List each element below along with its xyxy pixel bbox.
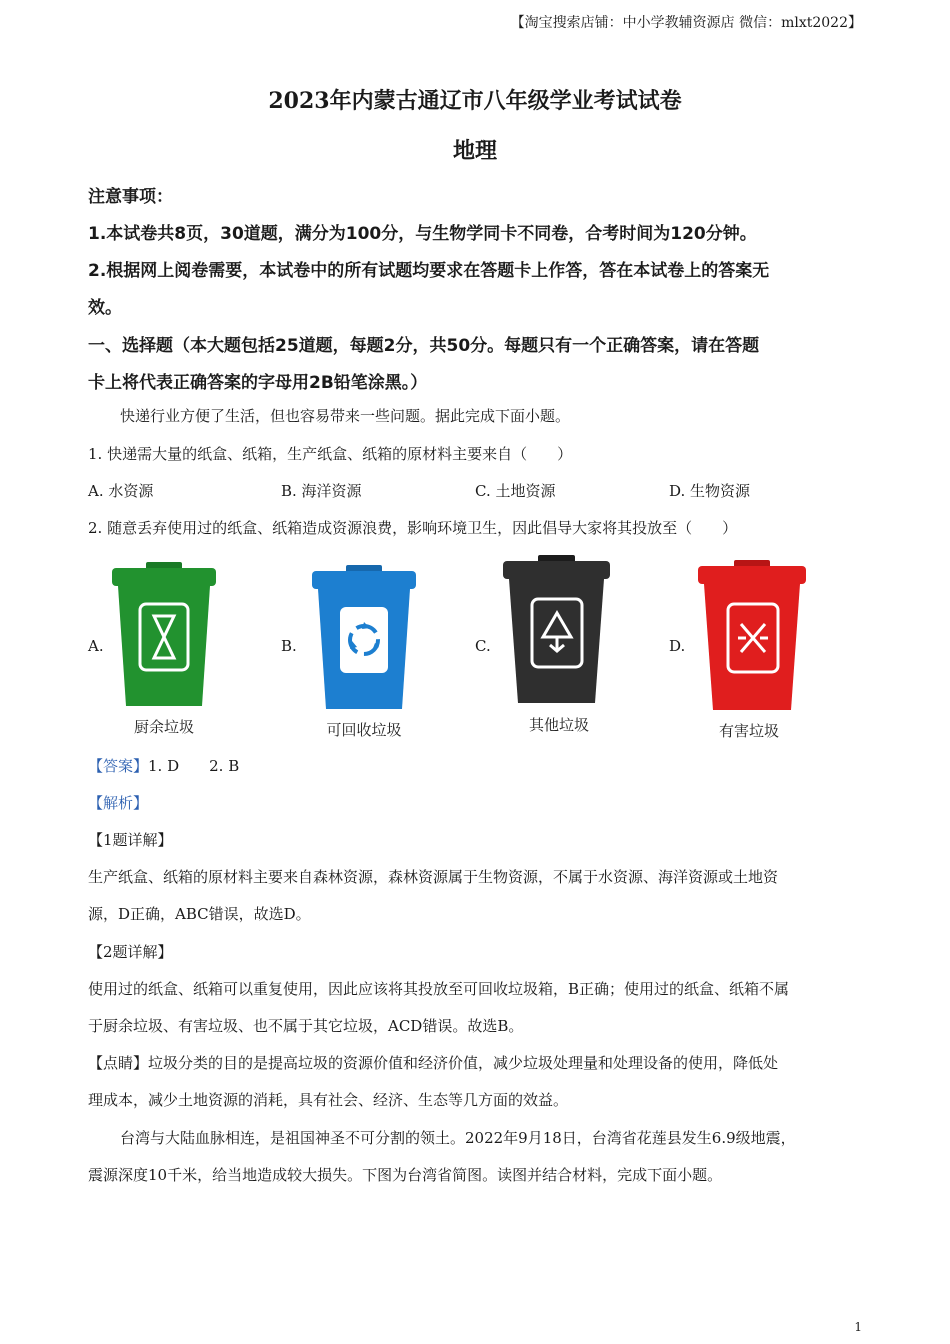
q2-option-d: D. [669,637,686,655]
detail-2-text: 使用过的纸盒、纸箱可以重复使用，因此应该将其投放至可回收垃圾箱，B正确；使用过的纸盒、纸箱不属 [88,980,790,998]
question-1: 1. 快递需大量的纸盒、纸箱，生产纸盒、纸箱的原材料主要来自（ ） [88,445,573,463]
bin-other-waste-image [499,553,614,707]
q1-option-c: C. 土地资源 [475,482,556,500]
q2-option-c: C. [475,637,491,655]
detail-2-tag: 【2题详解】 [88,943,173,961]
tip-text: 垃圾分类的目的是提高垃圾的资源价值和经济价值，减少垃圾处理量和处理设备的使用，降低处 [148,1054,779,1072]
detail-2-text-cont: 于厨余垃圾、有害垃圾、也不属于其它垃圾，ACD错误。故选B。 [88,1017,524,1035]
tip-tag: 【点睛】 [88,1054,149,1072]
notice-item-1: 1.本试卷共8页，30道题，满分为100分，与生物学同卡不同卷，合考时间为120分钟。 [88,224,757,244]
subject-title: 地理 [452,138,497,164]
bin-hazardous-waste [694,558,810,718]
tip-line [88,1052,778,1073]
analysis-tag: 【解析】 [88,794,149,812]
q2-option-b: B. [281,637,297,655]
bin-label-hazardous: 有害垃圾 [718,722,779,740]
bin-recyclable-image [308,563,420,713]
bin-label-kitchen: 厨余垃圾 [133,718,194,736]
answer-text: 1. D 2. B [148,757,240,775]
q1-option-a: A. 水资源 [88,482,154,500]
q2-option-a: A. [88,637,104,655]
bin-kitchen-waste [108,560,220,714]
detail-1-tag: 【1题详解】 [88,831,173,849]
bin-kitchen-waste-image [108,560,220,710]
exam-title: 2023年内蒙古通辽市八年级学业考试试卷 [268,88,682,114]
q1-option-b: B. 海洋资源 [281,482,362,500]
bin-other-waste [499,553,614,711]
material-intro-2-cont: 震源深度10千米，给当地造成较大损失。下图为台湾省简图。读图并结合材料，完成下面小题。 [88,1166,723,1184]
bin-hazardous-waste-image [694,558,810,714]
section-heading-cont: 卡上将代表正确答案的字母用2B铅笔涂黑。） [88,373,428,393]
detail-1-text-cont: 源，D正确，ABC错误，故选D。 [88,905,311,923]
header-note: 【淘宝搜索店铺：中小学教辅资源店 微信：mlxt2022】 [510,15,862,31]
page-number: 1 [854,1320,862,1334]
notice-item-2: 2.根据网上阅卷需要，本试卷中的所有试题均要求在答题卡上作答，答在本试卷上的答案无 [88,261,770,281]
answer-tag: 【答案】 [88,757,149,775]
material-intro-2: 台湾与大陆血脉相连，是祖国神圣不可分割的领土。2022年9月18日，台湾省花莲县发生6.9级地震， [120,1129,796,1147]
material-intro-1: 快递行业方便了生活，但也容易带来一些问题。据此完成下面小题。 [120,407,571,425]
detail-1-text: 生产纸盒、纸箱的原材料主要来自森林资源，森林资源属于生物资源，不属于水资源、海洋资源或土地资 [88,868,779,886]
section-heading: 一、选择题（本大题包括25道题，每题2分，共50分。每题只有一个正确答案，请在答题 [88,336,760,356]
answer-line [88,755,239,776]
bin-label-other: 其他垃圾 [528,716,589,734]
notice-item-2-cont: 效。 [88,298,122,318]
bin-label-recyclable: 可回收垃圾 [326,721,402,739]
notice-heading: 注意事项： [88,187,173,207]
question-2: 2. 随意丢弃使用过的纸盒、纸箱造成资源浪费，影响环境卫生，因此倡导大家将其投放至（ ） [88,519,738,537]
bin-recyclable [308,563,420,717]
q1-option-d: D. 生物资源 [669,482,751,500]
tip-text-cont: 理成本，减少土地资源的消耗，具有社会、经济、生态等几方面的效益。 [88,1091,569,1109]
